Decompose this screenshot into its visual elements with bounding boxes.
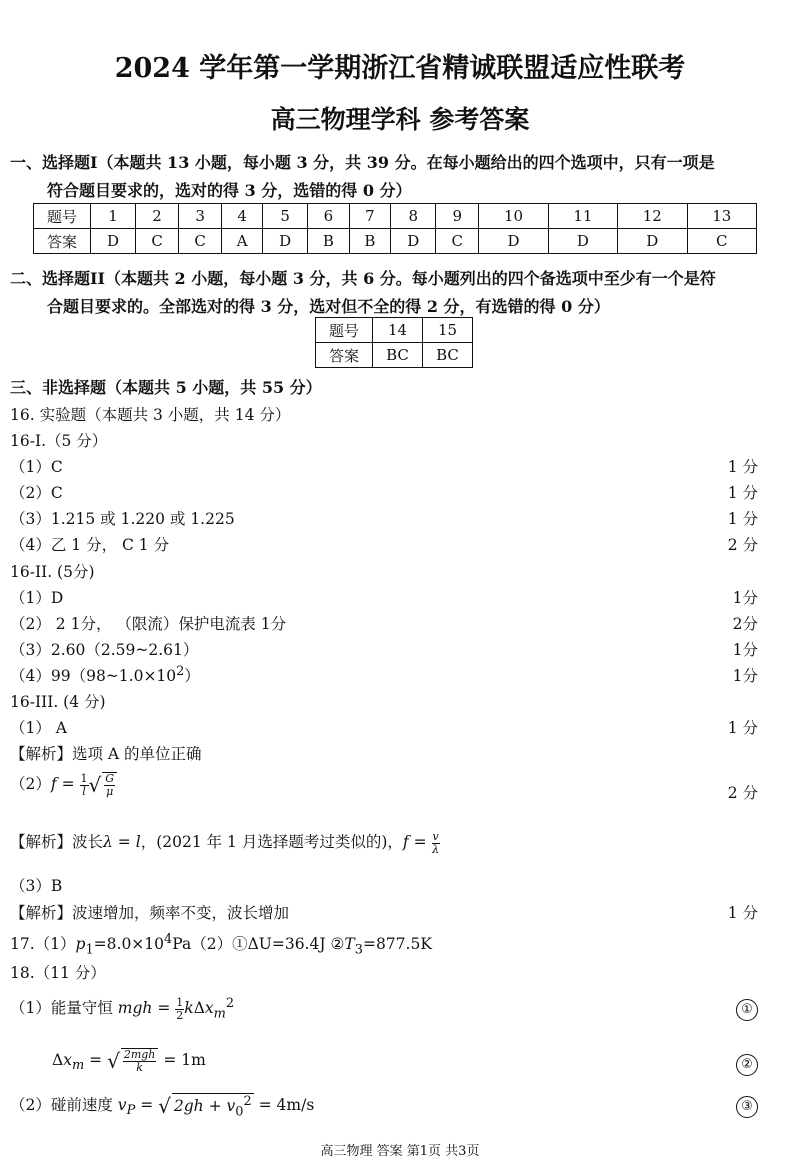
- answer-cell: D: [263, 229, 308, 254]
- mark-2: ②: [736, 1053, 758, 1076]
- row-label-question: 题号: [316, 318, 373, 343]
- section3-heading: 三、非选择题（本题共 5 小题，共 55 分）: [10, 378, 322, 397]
- answer-cell: C: [687, 229, 757, 254]
- q16-1-item: （1）C: [10, 458, 63, 476]
- q16-3-item-1-score: 1 分: [727, 719, 758, 737]
- mark-3: ③: [736, 1095, 758, 1118]
- q16-2-score: 1分: [732, 589, 758, 607]
- q17-answer: $17.(1)p_1=8.0\times 10^4Pa(2)①\Delta U=36.4J$ $②T_3=877.5K$: [10, 932, 432, 958]
- q16-3-item-2-analysis: 【解析】波长λ = l，(2021 年 1 月选择题考过类似的)，f = $\frac{v}{\lambda}$: [10, 829, 440, 856]
- q16-heading: 16. 实验题（本题共 3 小题，共 14 分）: [10, 406, 291, 424]
- question-number: 2: [136, 204, 179, 229]
- q16-2-item: （3）2.60（2.59~2.61）: [10, 641, 199, 659]
- answer-cell: BC: [423, 343, 473, 368]
- row-label-question: 题号: [34, 204, 91, 229]
- question-number: 13: [687, 204, 757, 229]
- answer-table-1: [33, 203, 757, 254]
- answer-cell: D: [91, 229, 136, 254]
- q16-3-item-3: （3）B: [10, 877, 63, 895]
- row-label-answer: 答案: [316, 343, 373, 368]
- page-title: 2024 学年第一学期浙江省精诚联盟适应性联考: [114, 53, 686, 84]
- page-footer: 高三物理 答案 第1页 共3页: [320, 1144, 480, 1159]
- q16-2-item-4-score: 1分: [732, 667, 758, 685]
- section1-heading-cont: 符合题目要求的，选对的得 3 分，选错的得 0 分）: [47, 181, 412, 200]
- answer-cell: C: [436, 229, 479, 254]
- section2-heading: 二、选择题II（本题共 2 小题，每小题 3 分，共 6 分。每小题列出的四个备选项中至少有一个是符: [10, 269, 716, 288]
- answer-cell: B: [349, 229, 391, 254]
- q16-1-item: （2）C: [10, 484, 63, 502]
- answer-cell: D: [479, 229, 548, 254]
- q16-1-score: 2 分: [727, 536, 758, 554]
- q16-2-score: 2分: [732, 615, 758, 633]
- q16-2-item-4: $(4)99(98\sim 1.0\times 10^2)$: [10, 664, 200, 686]
- question-number: 9: [436, 204, 479, 229]
- question-number: 1: [91, 204, 136, 229]
- mark-1: ①: [736, 998, 758, 1021]
- q18-item-1-result: $\Delta x_m$ = √ $\frac{\text{2mgh}}{k}$ = 1m: [52, 1048, 206, 1074]
- q16-2-item: （2） 2 1分， （限流）保护电流表 1分: [10, 615, 287, 633]
- q16-3-heading: 16-III. (4 分): [10, 693, 106, 711]
- q16-3-item-2-score: 2 分: [727, 784, 758, 802]
- question-number: 8: [391, 204, 436, 229]
- q16-1-heading: 16-I.（5 分）: [10, 432, 108, 450]
- q16-3-item-2: （2）f = $\frac{1}{l}$ √ $\frac{G}{\mu}$: [10, 772, 117, 798]
- question-number: 12: [618, 204, 687, 229]
- question-number: 3: [179, 204, 222, 229]
- question-number: 6: [308, 204, 350, 229]
- row-label-answer: 答案: [34, 229, 91, 254]
- page-subtitle: 高三物理学科 参考答案: [270, 105, 530, 134]
- q16-3-item-1-analysis: 【解析】选项 A 的单位正确: [10, 745, 202, 763]
- q16-1-score: 1 分: [727, 510, 758, 528]
- question-number: 14: [373, 318, 423, 343]
- q18-heading: 18.（11 分）: [10, 964, 106, 982]
- question-number: 7: [349, 204, 391, 229]
- q16-2-heading: 16-II. (5分): [10, 563, 95, 581]
- answer-cell: B: [308, 229, 350, 254]
- q18-item-1: （1）能量守恒 mgh = $\frac{1}{2}$ kΔx$_m^2$: [10, 995, 235, 1022]
- q16-1-score: 1 分: [727, 484, 758, 502]
- q16-3-item-3-analysis: 【解析】波速增加，频率不变，波长增加: [10, 904, 290, 922]
- q16-3-item-1: （1） A: [10, 719, 67, 737]
- q16-2-score: 1分: [732, 641, 758, 659]
- section2-heading-cont: 合题目要求的。全部选对的得 3 分，选对但不全的得 2 分，有选错的得 0 分）: [47, 297, 610, 316]
- question-number: 11: [548, 204, 617, 229]
- q18-item-2: （2）碰前速度 $v_P$ = √ $2gh + v_0^2 = 4m/s$: [10, 1094, 315, 1120]
- question-number: 5: [263, 204, 308, 229]
- answer-cell: C: [136, 229, 179, 254]
- q16-3-item-3-score: 1 分: [727, 904, 758, 922]
- answer-cell: A: [222, 229, 263, 254]
- answer-table-2: [315, 317, 473, 368]
- answer-cell: BC: [373, 343, 423, 368]
- question-number: 10: [479, 204, 548, 229]
- q16-1-score: 1 分: [727, 458, 758, 476]
- answer-cell: D: [391, 229, 436, 254]
- question-number: 4: [222, 204, 263, 229]
- answer-cell: D: [618, 229, 687, 254]
- section1-heading: 一、选择题I（本题共 13 小题，每小题 3 分，共 39 分。在每小题给出的四个选项中，只有一项是: [10, 153, 715, 172]
- question-number: 15: [423, 318, 473, 343]
- q16-2-item: （1）D: [10, 589, 64, 607]
- answer-cell: D: [548, 229, 617, 254]
- q16-1-item: （4）乙 1 分， C 1 分: [10, 536, 170, 554]
- answer-cell: C: [179, 229, 222, 254]
- q16-1-item: （3）1.215 或 1.220 或 1.225: [10, 510, 235, 528]
